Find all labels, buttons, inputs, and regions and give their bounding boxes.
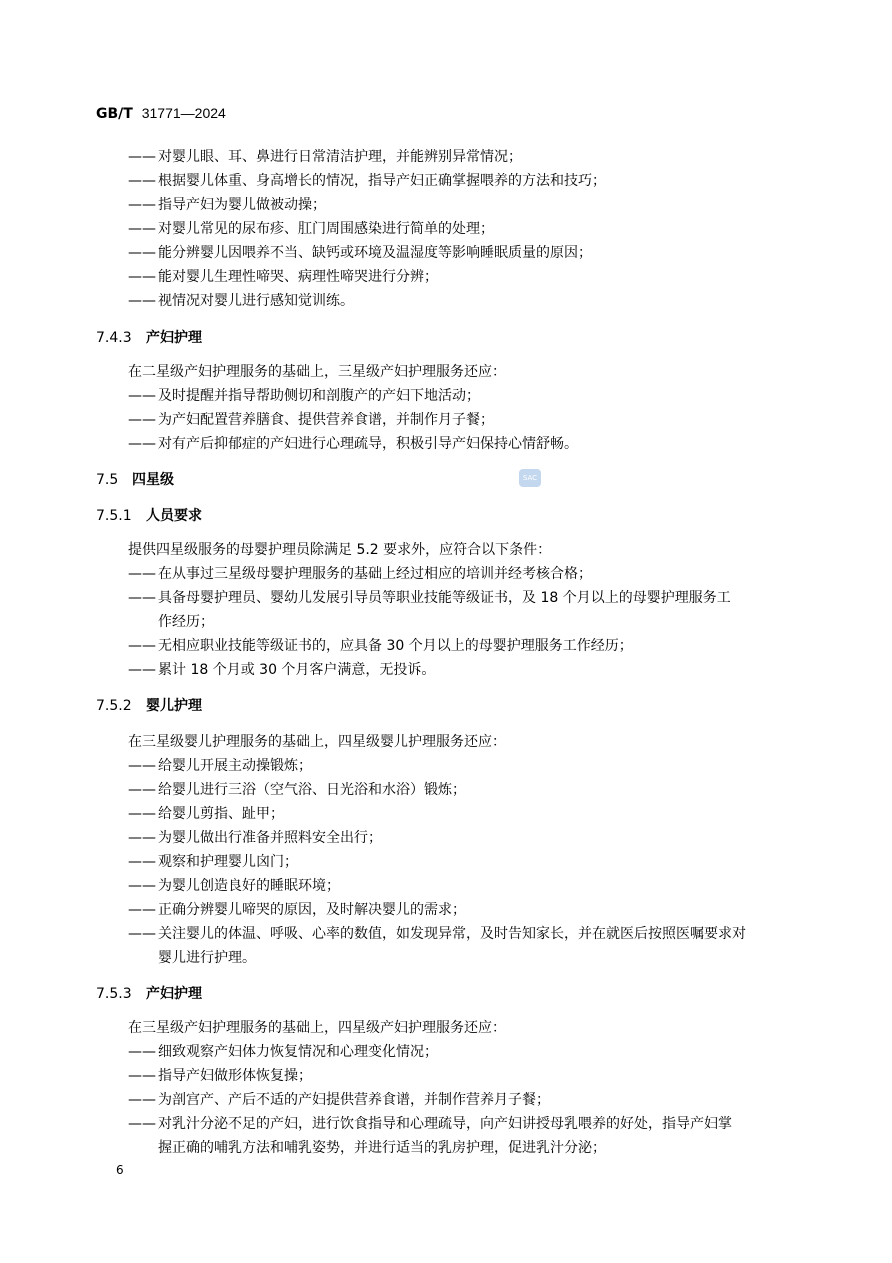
section-intro: 在二星级产妇护理服务的基础上，三星级产妇护理服务还应： (128, 364, 506, 380)
section-intro: 在三星级产妇护理服务的基础上，四星级产妇护理服务还应： (128, 1020, 506, 1036)
section-heading-7-5-1: 7.5.1 人员要求 (96, 508, 202, 524)
watermark-logo: SAC (519, 469, 541, 487)
section-heading-7-5: 7.5 四星级 (96, 472, 174, 488)
running-header (96, 105, 226, 122)
list-item-continuation: 握正确的哺乳方法和哺乳姿势，并进行适当的乳房护理，促进乳汁分泌； (158, 1140, 606, 1156)
list-item-continuation: 婴儿进行护理。 (158, 950, 256, 966)
section-heading-7-5-2: 7.5.2 婴儿护理 (96, 698, 202, 714)
section-heading-7-5-3: 7.5.3 产妇护理 (96, 986, 202, 1002)
standard-prefix: GB/T (96, 106, 133, 122)
section-heading-7-4-3: 7.4.3 产妇护理 (96, 330, 202, 346)
page-number: 6 (116, 1163, 124, 1177)
section-intro: 在三星级婴儿护理服务的基础上，四星级婴儿护理服务还应： (128, 734, 506, 750)
section-intro: 提供四星级服务的母婴护理员除满足 5.2 要求外，应符合以下条件： (128, 542, 552, 558)
standard-number: 31771—2024 (141, 105, 226, 121)
list-item-continuation: 作经历； (158, 614, 214, 630)
